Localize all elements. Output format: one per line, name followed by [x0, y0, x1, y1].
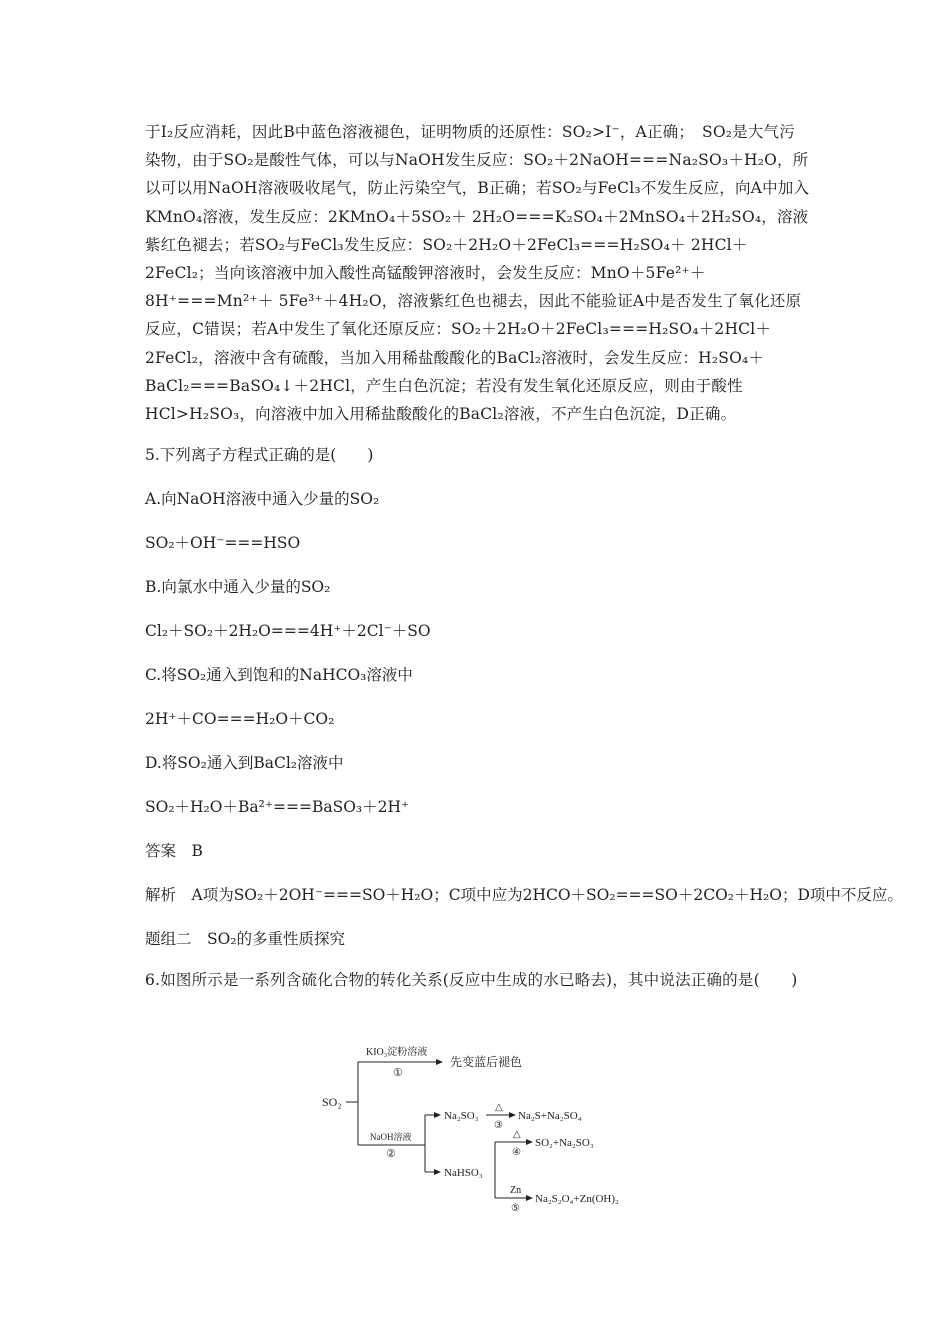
option-d: D.将SO₂通入到BaCl₂溶液中 [145, 754, 344, 772]
option-b: B.向氯水中通入少量的SO₂ [145, 578, 331, 596]
explanation-paragraph: 于I₂反应消耗，因此B中蓝色溶液褪色，证明物质的还原性：SO₂>I⁻，A正确； SO₂是大气污染物，由于SO₂是酸性气体，可以与NaOH发生反应：SO₂＋2NaOH===Na₂SO₃＋H₂O，所以可以用NaOH溶液吸收尾气，防止污染空气，B正确；若SO₂与FeCl₃不发生反应，向A中加入KMnO₄溶液，发生反应：2KMnO₄＋5SO₂＋ 2H₂O===K₂SO₄＋2MnSO₄＋2H₂SO₄，溶液紫红色褪去；若SO₂与FeCl₃发生反应：SO₂＋2H₂O＋2FeCl₃===H₂SO₄＋ 2HCl＋2FeCl₂；当向该溶液中加入酸性高锰酸钾溶液时，会发生反应：MnO＋5Fe²⁺＋8H⁺===Mn²⁺＋ 5Fe³⁺＋4H₂O，溶液紫红色也褪去，因此不能验证A中是否发生了氧化还原反应，C错误；若A中发生了氧化还原反应：SO₂＋2H₂O＋2FeCl₃===H₂SO₄＋2HCl＋2FeCl₂，溶液中含有硫酸，当加入用稀盐酸酸化的BaCl₂溶液时，会发生反应：H₂SO₄＋ BaCl₂===BaSO₄↓＋2HCl，产生白色沉淀；若没有发生氧化还原反应，则由于酸性HCl>H₂SO₃，向溶液中加入用稀盐酸酸化的BaCl₂溶液，不产生白色沉淀，D正确。 [145, 123, 810, 424]
option-c: C.将SO₂通入到饱和的NaHCO₃溶液中 [145, 666, 413, 684]
step-2: ② [386, 1148, 396, 1160]
heat-3: △ [495, 1102, 503, 1113]
analysis: 解析 A项为SO₂＋2OH⁻===SO＋H₂O；C项中应为2HCO＋SO₂===SO＋2CO₂＋H₂O；D项中不反应。 [145, 886, 903, 904]
reagent-2: NaOH溶液 [370, 1132, 412, 1142]
product-3: Na₂S+Na₂SO₄ [518, 1110, 582, 1122]
sulfur-conversion-diagram [310, 1040, 650, 1215]
start-so2: SO₂ [322, 1095, 342, 1109]
na2so3-label: Na₂SO₃ [444, 1110, 479, 1122]
step-5: ⑤ [511, 1203, 520, 1214]
heat-4: △ [513, 1129, 521, 1140]
nahso3-label: NaHSO₃ [444, 1167, 483, 1179]
step-4: ④ [512, 1147, 521, 1158]
product-1: 先变蓝后褪色 [450, 1055, 523, 1069]
question-6-stem: 6.如图所示是一系列含硫化合物的转化关系(反应中生成的水已略去)，其中说法正确的是( ) [145, 971, 798, 989]
step-1: ① [393, 1067, 403, 1079]
equation-b: Cl₂＋SO₂＋2H₂O===4H⁺＋2Cl⁻＋SO [145, 622, 431, 640]
product-5: Na₂S₂O₄+Zn(OH)₂ [535, 1193, 619, 1205]
reagent-1: KIO₃淀粉溶液 [366, 1047, 428, 1058]
equation-d: SO₂＋H₂O＋Ba²⁺===BaSO₃＋2H⁺ [145, 798, 410, 816]
equation-c: 2H⁺＋CO===H₂O＋CO₂ [145, 710, 335, 728]
group-title: 题组二 SO₂的多重性质探究 [145, 930, 346, 948]
step-3: ③ [494, 1120, 503, 1131]
option-a: A.向NaOH溶液中通入少量的SO₂ [145, 490, 380, 508]
equation-a: SO₂＋OH⁻===HSO [145, 534, 301, 552]
product-4: SO₂+Na₂SO₃ [535, 1137, 594, 1149]
question-5-stem: 5.下列离子方程式正确的是( ) [145, 446, 374, 464]
answer: 答案 B [145, 842, 203, 860]
reagent-5: Zn [510, 1185, 522, 1196]
